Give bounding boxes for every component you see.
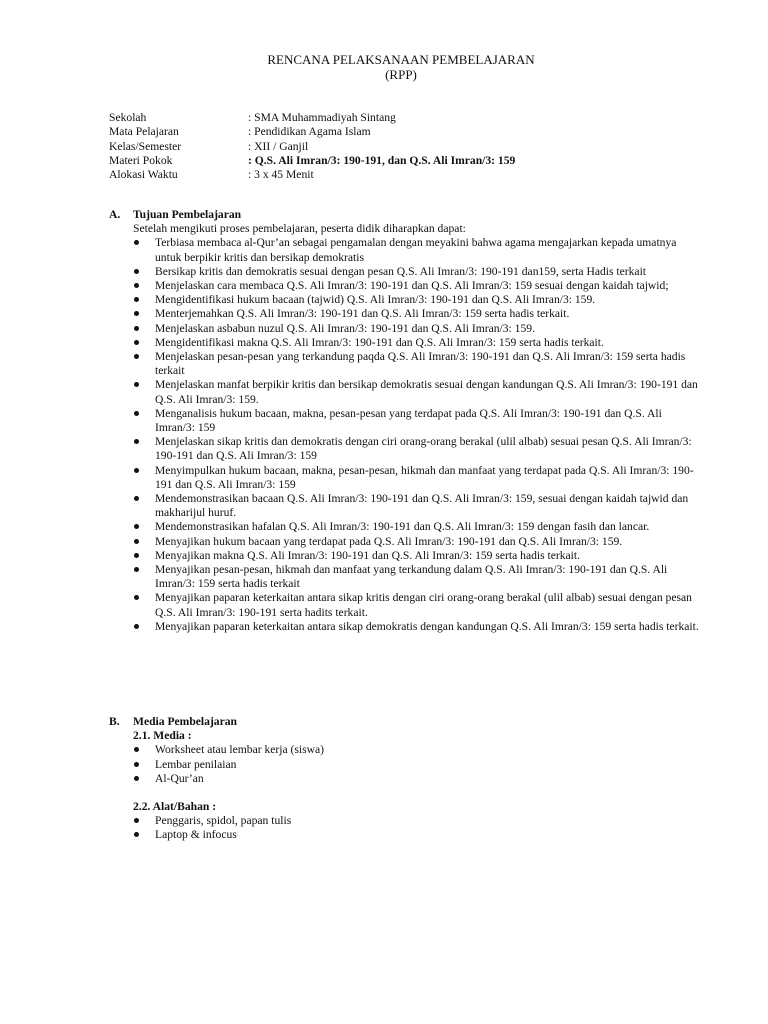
- list-item-text: Bersikap kritis dan demokratis sesuai dengan pesan Q.S. Ali Imran/3: 190-191 dan159, serta Hadis terkait: [155, 264, 647, 278]
- list-item-text: Menyimpulkan hukum bacaan, makna, pesan-pesan, hikmah dan manfaat yang terdapat pada Q.S. Ali Imran/3: 190-191 dan Q.S. Ali Imran/3: 159: [155, 463, 694, 491]
- list-item: [133, 378, 703, 406]
- bullet-icon: [134, 496, 139, 501]
- info-label: Kelas/Semester: [109, 139, 182, 153]
- bullet-icon: [134, 269, 139, 274]
- list-item-text: Terbiasa membaca al-Qur’an sebagai pengamalan dengan meyakini bahwa agama mengajarkan kepada umatnya untuk berpikir kritis dan bersikap demokratis: [155, 236, 677, 264]
- list-item-text: Worksheet atau lembar kerja (siswa): [155, 743, 325, 757]
- list-item-text: Menyajikan paparan keterkaitan antara sikap demokratis dengan kandungan Q.S. Ali Imran/3: 159 serta hadis terkait.: [155, 619, 699, 633]
- info-row-subject: [109, 125, 515, 139]
- list-item-text: Menjelaskan manfat berpikir kritis dan bersikap demokratis sesuai dengan kandungan Q.S. Ali Imran/3: 190-191 dan Q.S. Ali Imran/3: 159.: [155, 378, 698, 406]
- list-item: [133, 435, 703, 463]
- list-item-text: Menganalisis hukum bacaan, makna, pesan-pesan yang terdapat pada Q.S. Ali Imran/3: 190-191 dan Q.S. Ali Imran/3: 159: [155, 406, 662, 435]
- list-item: [133, 620, 703, 634]
- list-item: [133, 407, 703, 435]
- info-row-time: [109, 168, 515, 182]
- list-item: [133, 563, 703, 591]
- objectives-list: [133, 236, 703, 634]
- section-number: B.: [109, 715, 120, 728]
- bullet-icon: [134, 567, 139, 572]
- list-item-text: Menyajikan makna Q.S. Ali Imran/3: 190-191 dan Q.S. Ali Imran/3: 159 serta hadis terkait.: [155, 548, 581, 562]
- info-row-topic: [109, 154, 515, 168]
- bullet-icon: [134, 382, 139, 387]
- list-item-text: Menjelaskan sikap kritis dan demokratis dengan ciri orang-orang berakal (ulil albab) sesuai pesan Q.S. Ali Imran/3: 190-191 dan Q.S. Ali Imran/3: 159: [155, 435, 692, 463]
- bullet-icon: [134, 468, 139, 473]
- list-item-text: Menyajikan pesan-pesan, hikmah dan manfaat yang terkandung dalam Q.S. Ali Imran/3: 190-191 dan Q.S. Ali Imran/3: 159 serta hadis terkait: [155, 563, 668, 591]
- section-media: [109, 715, 703, 843]
- info-value: : SMA Muhammadiyah Sintang: [248, 111, 396, 124]
- list-item: [133, 828, 703, 842]
- info-label: Materi Pokok: [109, 153, 173, 167]
- bullet-icon: [134, 326, 139, 331]
- bullet-icon: [134, 340, 139, 345]
- bullet-icon: [134, 539, 139, 544]
- bullet-icon: [134, 297, 139, 302]
- info-row-school: [109, 111, 515, 125]
- bullet-icon: [134, 439, 139, 444]
- subsection-title: 2.2. Alat/Bahan :: [133, 800, 217, 814]
- bullet-icon: [134, 818, 139, 823]
- section-heading: [109, 715, 703, 729]
- bullet-icon: [134, 553, 139, 558]
- list-item-text: Menjelaskan cara membaca Q.S. Ali Imran/3: 190-191 dan Q.S. Ali Imran/3: 159 sesuai dengan kaidah tajwid;: [155, 279, 669, 293]
- section-objectives: [109, 208, 703, 634]
- bullet-icon: [134, 354, 139, 359]
- section-heading: [109, 208, 703, 222]
- list-item-text: Al-Qur’an: [155, 771, 204, 785]
- section-title: Tujuan Pembelajaran: [133, 208, 242, 221]
- section-intro: Setelah mengikuti proses pembelajaran, peserta didik diharapkan dapat:: [133, 222, 466, 236]
- bullet-icon: [134, 832, 139, 837]
- list-item-text: Penggaris, spidol, papan tulis: [155, 814, 292, 828]
- list-item: [133, 549, 703, 563]
- identity-table: [109, 111, 515, 182]
- list-item-text: Menterjemahkan Q.S. Ali Imran/3: 190-191 dan Q.S. Ali Imran/3: 159 serta hadis terkait.: [155, 307, 570, 321]
- info-value: : Q.S. Ali Imran/3: 190-191, dan Q.S. Ali Imran/3: 159: [248, 153, 516, 167]
- list-item: [133, 520, 703, 534]
- list-item-text: Menjelaskan pesan-pesan yang terkandung paqda Q.S. Ali Imran/3: 190-191 dan Q.S. Ali Imran/3: 159 serta hadis terkait: [155, 350, 686, 378]
- list-item: [133, 307, 703, 321]
- list-item: [133, 492, 703, 520]
- list-item: [133, 265, 703, 279]
- list-item: [133, 772, 703, 786]
- bullet-icon: [134, 240, 139, 245]
- info-value: : 3 x 45 Menit: [248, 168, 314, 182]
- section-number: A.: [109, 208, 121, 221]
- list-item: [133, 336, 703, 350]
- list-item: [133, 322, 703, 336]
- info-label: Mata Pelajaran: [109, 125, 179, 139]
- bullet-icon: [134, 776, 139, 781]
- media-list: [133, 743, 703, 786]
- title-line-2: (RPP): [385, 67, 417, 82]
- list-item: [133, 279, 703, 293]
- list-item: [133, 591, 703, 619]
- list-item-text: Mendemonstrasikan bacaan Q.S. Ali Imran/3: 190-191 dan Q.S. Ali Imran/3: 159, sesuai dengan kaidah tajwid dan makharijul huruf.: [155, 492, 689, 520]
- bullet-icon: [134, 411, 139, 416]
- info-label: Sekolah: [109, 111, 147, 124]
- list-item-text: Laptop & infocus: [155, 828, 237, 842]
- subsection-title: 2.1. Media :: [133, 729, 192, 743]
- tools-list: [133, 814, 703, 842]
- bullet-icon: [134, 624, 139, 629]
- list-item-text: Lembar penilaian: [155, 757, 237, 771]
- bullet-icon: [134, 595, 139, 600]
- bullet-icon: [134, 762, 139, 767]
- list-item-text: Mengidentifikasi makna Q.S. Ali Imran/3: 190-191 dan Q.S. Ali Imran/3: 159 serta hadis terkait.: [155, 335, 604, 349]
- list-item-text: Mendemonstrasikan hafalan Q.S. Ali Imran/3: 190-191 dan Q.S. Ali Imran/3: 159 dengan fasih dan lancar.: [155, 520, 650, 534]
- list-item: [133, 743, 703, 757]
- list-item: [133, 350, 703, 378]
- section-title: Media Pembelajaran: [133, 715, 237, 728]
- bullet-icon: [134, 311, 139, 316]
- list-item-text: Menjelaskan asbabun nuzul Q.S. Ali Imran/3: 190-191 dan Q.S. Ali Imran/3: 159.: [155, 321, 535, 335]
- list-item: [133, 293, 703, 307]
- list-item: [133, 236, 703, 264]
- bullet-icon: [134, 524, 139, 529]
- list-item: [133, 464, 703, 492]
- info-value: : Pendidikan Agama Islam: [248, 125, 371, 139]
- bullet-icon: [134, 283, 139, 288]
- list-item: [133, 535, 703, 549]
- list-item-text: Menyajikan hukum bacaan yang terdapat pada Q.S. Ali Imran/3: 190-191 dan Q.S. Ali Imran/3: 159.: [155, 534, 623, 548]
- document-title: [0, 52, 768, 82]
- bullet-icon: [134, 747, 139, 752]
- list-item: [133, 758, 703, 772]
- info-value: : XII / Ganjil: [248, 139, 309, 153]
- list-item-text: Mengidentifikasi hukum bacaan (tajwid) Q.S. Ali Imran/3: 190-191 dan Q.S. Ali Imran/3: 159.: [155, 293, 596, 307]
- info-label: Alokasi Waktu: [109, 168, 178, 182]
- list-item: [133, 814, 703, 828]
- list-item-text: Menyajikan paparan keterkaitan antara sikap kritis dengan ciri orang-orang berakal (ulil albab) sesuai dengan pesan Q.S. Ali Imran/3: 190-191 serta hadits terkait.: [155, 591, 692, 619]
- title-line-1: RENCANA PELAKSANAAN PEMBELAJARAN: [267, 52, 535, 67]
- info-row-class: [109, 140, 515, 154]
